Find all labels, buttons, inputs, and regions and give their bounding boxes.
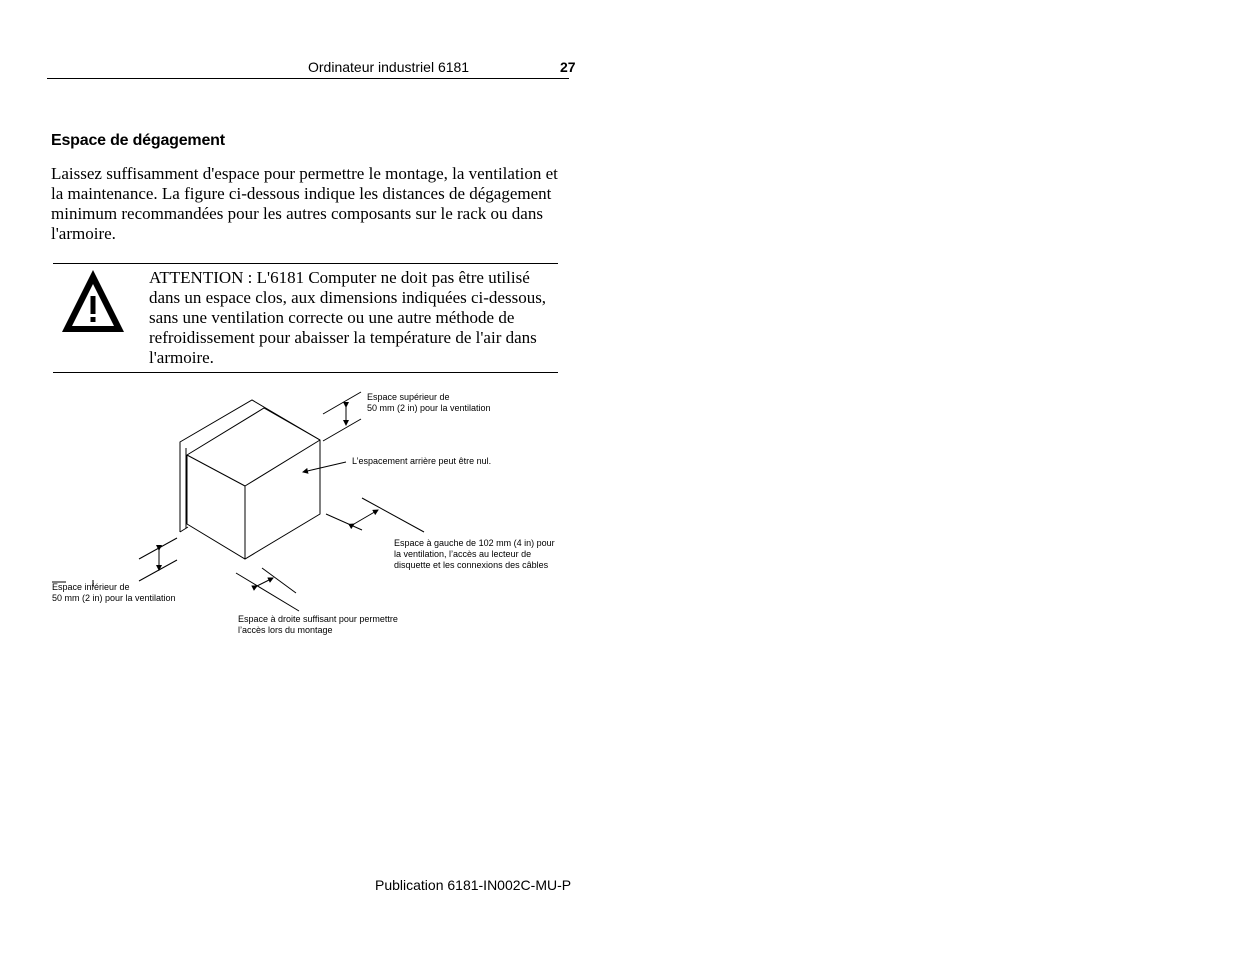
top-clearance-line-2: 50 mm (2 in) pour la ventilation xyxy=(367,403,491,413)
section-heading: Espace de dégagement xyxy=(51,132,225,149)
page-number: 27 xyxy=(560,59,576,75)
intro-paragraph: Laissez suffisamment d'espace pour permettre le montage, la ventilation et la maintenance. La figure ci-dessous indique les distances de dégagement minimum recommandées pour les autres composants sur le rack ou dans l'armoire. xyxy=(51,164,558,243)
header-rule xyxy=(47,78,569,79)
bottom-clearance-label xyxy=(52,582,176,604)
running-header-title: Ordinateur industriel 6181 xyxy=(308,59,470,75)
right-clearance-label xyxy=(238,614,398,636)
attention-text: ATTENTION : L'6181 Computer ne doit pas être utilisé dans un espace clos, aux dimensions indiquées ci-dessous, sans une ventilation correcte ou une autre méthode de refroidissement pour abaisser la température de l'air dans l'armoire. xyxy=(149,268,547,367)
attention-rule-top xyxy=(53,263,558,264)
top-clearance-line-1: Espace supérieur de xyxy=(367,392,450,402)
left-clearance-line-1: Espace à gauche de 102 mm (4 in) pour xyxy=(394,538,555,548)
right-clearance-line-2: l’accès lors du montage xyxy=(238,625,333,635)
top-clearance-label xyxy=(367,392,491,414)
warning-triangle-icon xyxy=(60,268,126,334)
left-clearance-label xyxy=(394,538,555,571)
bottom-clearance-line-2: 50 mm (2 in) pour la ventilation xyxy=(52,593,176,603)
footer-publication-number: Publication 6181-IN002C-MU-P xyxy=(375,877,572,893)
rear-clearance-label xyxy=(352,456,491,467)
attention-rule-bottom xyxy=(53,372,558,373)
left-clearance-line-2: la ventilation, l’accès au lecteur de xyxy=(394,549,532,559)
right-clearance-line-1: Espace à droite suffisant pour permettre xyxy=(238,614,398,624)
bottom-clearance-line-1: Espace inférieur de xyxy=(52,582,130,592)
rear-clearance-line-1: L’espacement arrière peut être nul. xyxy=(352,456,492,466)
left-clearance-line-3: disquette et les connexions des câbles xyxy=(394,560,549,570)
clearance-diagram xyxy=(0,380,620,670)
